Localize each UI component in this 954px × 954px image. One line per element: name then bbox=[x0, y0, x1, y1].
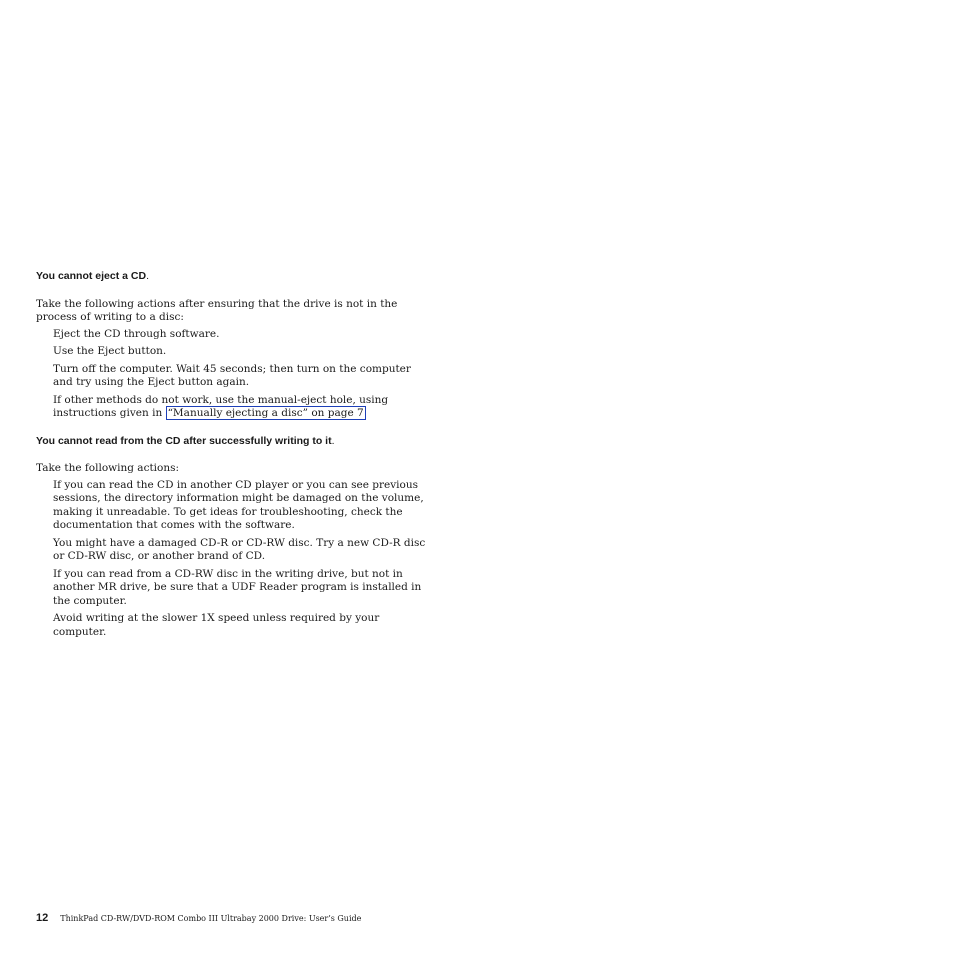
page-content bbox=[36, 270, 428, 643]
page-footer bbox=[36, 912, 361, 924]
document-title: ThinkPad CD-RW/DVD-ROM Combo III Ultrabay 2000 Drive: User’s Guide bbox=[60, 914, 362, 923]
list-item: You might have a damaged CD-R or CD-RW disc. Try a new CD-R disc or CD-RW disc, or another brand of CD. bbox=[53, 536, 426, 562]
list-item: If other methods do not work, use the manual-eject hole, using instructions given in “Manually ejecting a disc” on page 7 bbox=[53, 393, 389, 419]
section-read-after-write bbox=[36, 435, 428, 640]
page-number: 12 bbox=[36, 912, 49, 924]
manual-eject-link[interactable]: “Manually ejecting a disc” on page 7 bbox=[167, 407, 364, 419]
list-item: If you can read the CD in another CD player or you can see previous sessions, the directory information might be damaged on the volume, making it unreadable. To get ideas for troubleshooting, check the documentation that comes with the software. bbox=[53, 478, 424, 531]
list-item: Use the Eject button. bbox=[53, 345, 167, 357]
action-list bbox=[53, 479, 428, 640]
section-heading: You cannot eject a CD. bbox=[36, 270, 149, 282]
section-eject bbox=[36, 270, 428, 421]
section-intro: Take the following actions after ensuring that the drive is not in the process of writing to a disc: bbox=[36, 297, 398, 323]
section-heading: You cannot read from the CD after successfully writing to it. bbox=[36, 434, 335, 447]
list-item: If you can read from a CD-RW disc in the writing drive, but not in another MR drive, be sure that a UDF Reader program is installed in the computer. bbox=[53, 567, 422, 607]
list-item: Turn off the computer. Wait 45 seconds; then turn on the computer and try using the Eject button again. bbox=[53, 362, 411, 388]
action-list bbox=[53, 328, 428, 421]
section-intro: Take the following actions: bbox=[36, 462, 180, 474]
list-item: Eject the CD through software. bbox=[53, 327, 220, 340]
list-item: Avoid writing at the slower 1X speed unless required by your computer. bbox=[53, 612, 380, 638]
